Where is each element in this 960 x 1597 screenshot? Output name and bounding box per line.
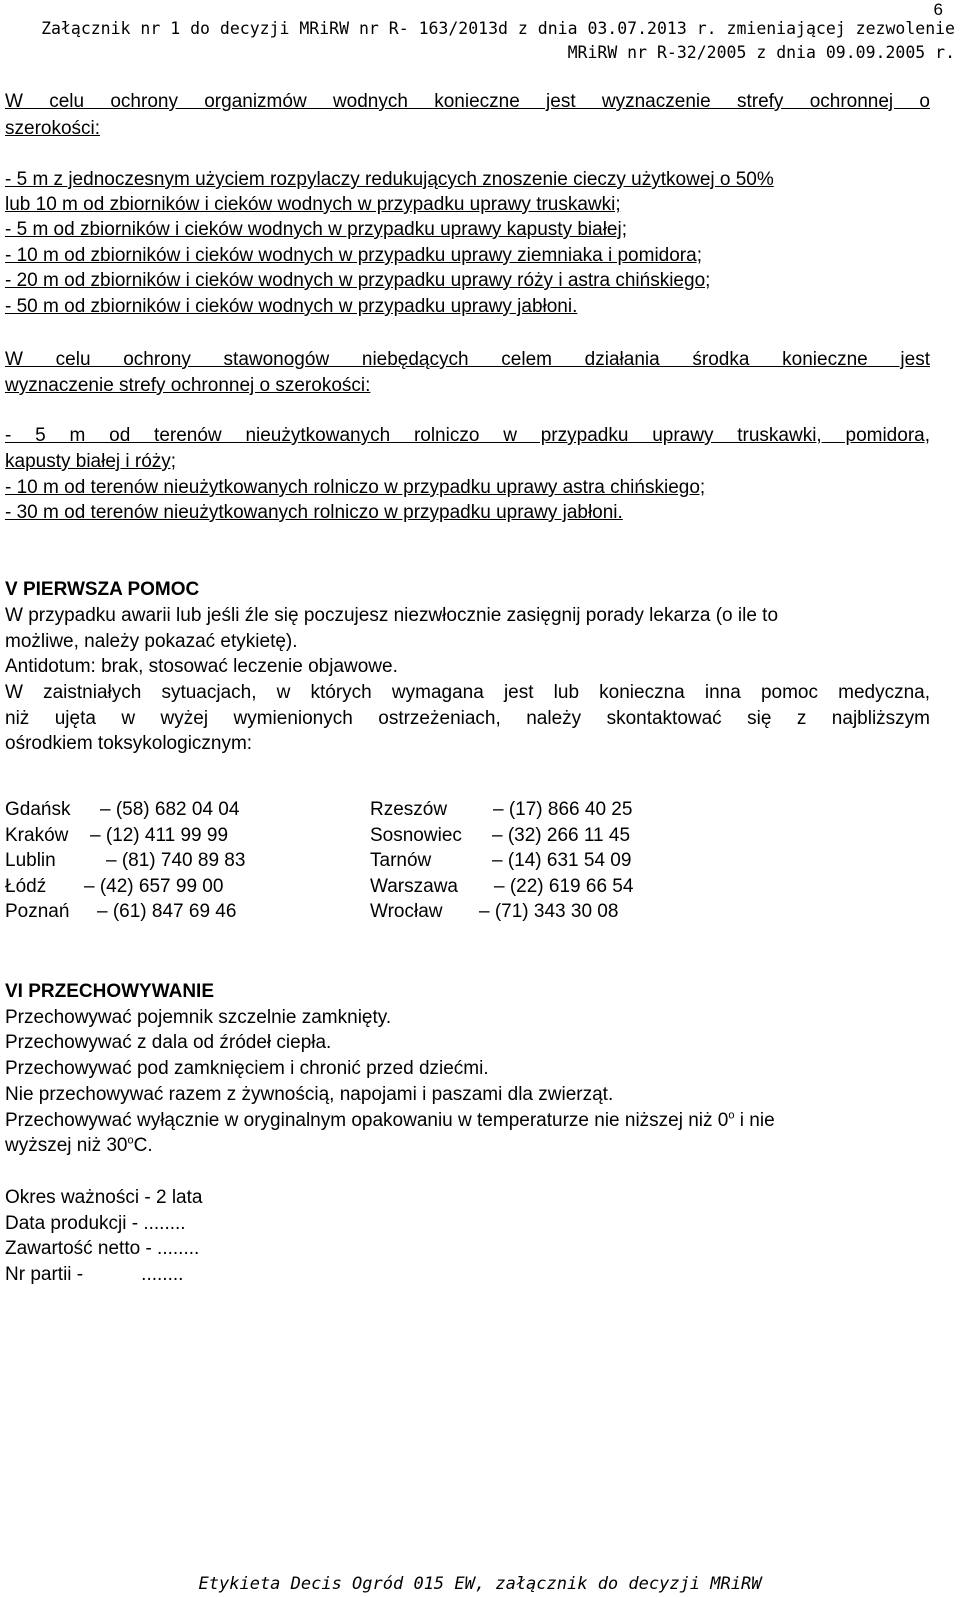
first-aid-line: W zaistniałych sytuacjach, w których wymagana jest lub konieczna inna pomoc medyczna,	[5, 682, 930, 703]
first-aid-heading: V PIERWSZA POMOC	[5, 579, 200, 600]
degree-superscript: o	[127, 1134, 134, 1147]
aquatic-item: - 5 m od zbiorników i cieków wodnych w przypadku uprawy kapusty białej;	[5, 219, 627, 240]
arthropods-intro-line-1: W celu ochrony stawonogów niebędących celem działania środka konieczne jest	[5, 349, 930, 370]
contact-city: Wrocław	[370, 901, 443, 922]
first-aid-line: niż ujęta w wyżej wymienionych ostrzeżeniach, należy skontaktować się z najbliższym	[5, 708, 930, 729]
contact-city: Łódź	[5, 876, 47, 897]
storage-line: Przechowywać pod zamknięciem i chronić przed dziećmi.	[5, 1058, 489, 1079]
contact-phone: – (81) 740 89 83	[106, 850, 246, 871]
contact-entry	[370, 798, 632, 822]
production-date: Data produkcji - ........	[5, 1213, 186, 1234]
contact-city: Tarnów	[370, 850, 432, 871]
contact-phone: – (22) 619 66 54	[494, 876, 634, 897]
contact-entry	[5, 824, 228, 848]
contact-city: Sosnowiec	[370, 825, 462, 846]
storage-heading: VI PRZECHOWYWANIE	[5, 981, 215, 1002]
storage-temperature-line-2	[5, 1134, 153, 1158]
contact-city: Lublin	[5, 850, 56, 871]
contact-entry	[5, 900, 236, 924]
contact-phone: – (58) 682 04 04	[100, 799, 240, 820]
arthropods-intro-line-2: wyznaczenie strefy ochronnej o szerokości:	[5, 375, 371, 396]
contact-phone: – (17) 866 40 25	[493, 799, 633, 820]
aquatic-intro-line-1: W celu ochrony organizmów wodnych konieczne jest wyznaczenie strefy ochronnej o	[5, 91, 930, 112]
aquatic-item: lub 10 m od zbiorników i cieków wodnych w przypadku uprawy truskawki;	[5, 194, 621, 215]
header-decision-line-2: MRiRW nr R-32/2005 z dnia 09.09.2005 r.	[567, 43, 955, 62]
storage-temp-text: i nie	[734, 1110, 775, 1131]
contact-entry	[5, 798, 239, 822]
arthropods-item: - 30 m od terenów nieużytkowanych rolniczo w przypadku uprawy jabłoni.	[5, 502, 623, 523]
contact-phone: – (42) 657 99 00	[84, 876, 224, 897]
contact-phone: – (14) 631 54 09	[492, 850, 632, 871]
aquatic-item: - 10 m od zbiorników i cieków wodnych w przypadku uprawy ziemniaka i pomidora;	[5, 245, 702, 266]
contact-entry	[370, 849, 631, 873]
storage-temperature-line-1	[5, 1109, 775, 1133]
contact-entry	[370, 875, 633, 899]
arthropods-item: - 5 m od terenów nieużytkowanych rolniczo w przypadku uprawy truskawki, pomidora,	[5, 425, 930, 446]
first-aid-line: możliwe, należy pokazać etykietę).	[5, 631, 298, 652]
degree-superscript: o	[728, 1109, 735, 1122]
contact-entry	[370, 900, 618, 924]
shelf-life: Okres ważności - 2 lata	[5, 1187, 203, 1208]
aquatic-intro-line-2: szerokości:	[5, 118, 101, 139]
aquatic-item: - 50 m od zbiorników i cieków wodnych w przypadku uprawy jabłoni.	[5, 296, 578, 317]
aquatic-item: - 5 m z jednoczesnym użyciem rozpylaczy redukujących znoszenie cieczy użytkowej o 50%	[5, 169, 774, 190]
storage-temp-text: C.	[133, 1135, 153, 1156]
contact-phone: – (71) 343 30 08	[479, 901, 619, 922]
contact-phone: – (32) 266 11 45	[492, 825, 631, 846]
contact-city: Gdańsk	[5, 799, 71, 820]
contact-city: Kraków	[5, 825, 69, 846]
document-footer: Etykieta Decis Ogród 015 EW, załącznik do decyzji MRiRW	[198, 1574, 762, 1594]
storage-temp-text: wyższej niż 30	[5, 1135, 128, 1156]
aquatic-item: - 20 m od zbiorników i cieków wodnych w przypadku uprawy róży i astra chińskiego;	[5, 270, 711, 291]
arthropods-item: kapusty białej i róży;	[5, 451, 177, 472]
contact-city: Poznań	[5, 901, 70, 922]
net-content: Zawartość netto - ........	[5, 1238, 200, 1259]
first-aid-line: ośrodkiem toksykologicznym:	[5, 733, 253, 754]
contact-city: Warszawa	[370, 876, 458, 897]
storage-line: Nie przechowywać razem z żywnością, napojami i paszami dla zwierząt.	[5, 1084, 614, 1105]
batch-number: Nr partii - ........	[5, 1264, 184, 1285]
contact-phone: – (12) 411 99 99	[90, 825, 229, 846]
contact-city: Rzeszów	[370, 799, 448, 820]
contact-entry	[5, 875, 223, 899]
contact-entry	[370, 824, 630, 848]
arthropods-item: - 10 m od terenów nieużytkowanych rolniczo w przypadku uprawy astra chińskiego;	[5, 477, 706, 498]
storage-line: Przechowywać pojemnik szczelnie zamknięty.	[5, 1007, 392, 1028]
first-aid-line: Antidotum: brak, stosować leczenie objawowe.	[5, 656, 398, 677]
first-aid-line: W przypadku awarii lub jeśli źle się poczujesz niezwłocznie zasięgnij porady lekarza (o ile to	[5, 605, 779, 626]
contact-entry	[5, 849, 245, 873]
storage-temp-text: Przechowywać wyłącznie w oryginalnym opakowaniu w temperaturze nie niższej niż 0	[5, 1110, 729, 1131]
contact-phone: – (61) 847 69 46	[97, 901, 237, 922]
page-number: 6	[933, 0, 943, 19]
storage-line: Przechowywać z dala od źródeł ciepła.	[5, 1032, 332, 1053]
header-decision-line-1: Załącznik nr 1 do decyzji MRiRW nr R- 163/2013d z dnia 03.07.2013 r. zmieniającej zezwolenie	[41, 19, 955, 38]
